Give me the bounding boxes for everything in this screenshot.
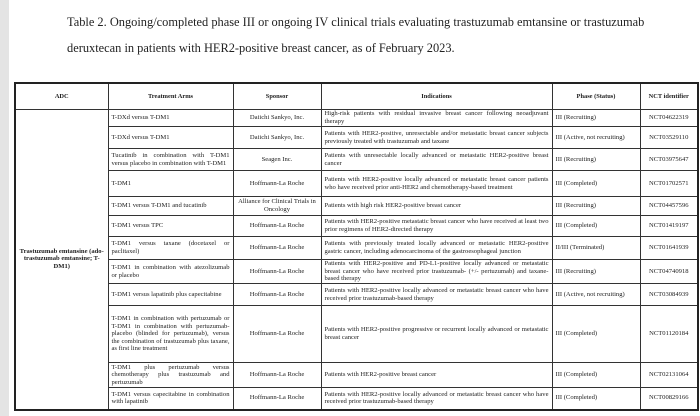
phase-cell: III (Active, not recruiting) bbox=[552, 127, 640, 149]
phase-cell: III (Completed) bbox=[552, 216, 640, 237]
table-row bbox=[15, 149, 698, 171]
indications-cell: Patients with HER2-positive locally advanced or metastatic breast cancer patients who have received prior anti-HER2 and chemotherapy-based treatment bbox=[321, 171, 552, 197]
nct-cell: NCT03529110 bbox=[640, 127, 698, 149]
indications-cell: Patients with HER2-positive breast cancer bbox=[321, 363, 552, 388]
indications-cell: Patients with unresectable locally advanced or metastatic HER2-positive breast cancer bbox=[321, 149, 552, 171]
phase-cell: III (Completed) bbox=[552, 388, 640, 410]
header-adc: ADC bbox=[15, 83, 108, 110]
table-row bbox=[15, 197, 698, 216]
phase-cell: III (Active, not recruiting) bbox=[552, 284, 640, 306]
indications-cell: Patients with previously treated locally advanced or metastatic HER2-positive gastric cancer, including adenocarcinoma of the gastroesophageal junction bbox=[321, 237, 552, 260]
sponsor-cell: Alliance for Clinical Trials in Oncology bbox=[233, 197, 321, 216]
sponsor-cell: Hoffmann-La Roche bbox=[233, 363, 321, 388]
treatment-arms-cell: T-DM1 versus lapatinib plus capecitabine bbox=[108, 284, 233, 306]
sponsor-cell: Seagen Inc. bbox=[233, 149, 321, 171]
phase-cell: III (Completed) bbox=[552, 363, 640, 388]
table-caption: Table 2. Ongoing/completed phase III or ongoing IV clinical trials evaluating trastuzumab emtansine or trastuzumab deruxtecan in patients with HER2-positive breast cancer, as of February 2023. bbox=[67, 15, 645, 55]
nct-cell: NCT03084939 bbox=[640, 284, 698, 306]
nct-cell: NCT01641939 bbox=[640, 237, 698, 260]
phase-cell: III (Recruiting) bbox=[552, 110, 640, 127]
sponsor-cell: Hoffmann-La Roche bbox=[233, 216, 321, 237]
nct-cell: NCT02131064 bbox=[640, 363, 698, 388]
nct-cell: NCT01120184 bbox=[640, 306, 698, 363]
sponsor-cell: Hoffmann-La Roche bbox=[233, 306, 321, 363]
sponsor-cell: Hoffmann-La Roche bbox=[233, 260, 321, 284]
sponsor-cell: Daiichi Sankyo, Inc. bbox=[233, 110, 321, 127]
treatment-arms-cell: T-DXd versus T-DM1 bbox=[108, 110, 233, 127]
phase-cell: II/III (Terminated) bbox=[552, 237, 640, 260]
sponsor-cell: Daiichi Sankyo, Inc. bbox=[233, 127, 321, 149]
nct-cell: NCT00829166 bbox=[640, 388, 698, 410]
phase-cell: III (Completed) bbox=[552, 306, 640, 363]
indications-cell: Patients with HER2-positive and PD-L1-positive locally advanced or metastatic breast cancer who have received prior trastuzumab- (+/- pertuzumab) and taxane-based therapy bbox=[321, 260, 552, 284]
treatment-arms-cell: T-DM1 versus T-DM1 and tucatinib bbox=[108, 197, 233, 216]
indications-cell: Patients with HER2-positive locally advanced or metastatic breast cancer who have received prior trastuzumab-based therapy bbox=[321, 284, 552, 306]
table-row bbox=[15, 260, 698, 284]
indications-cell: High-risk patients with residual invasive breast cancer following neoadjuvant therapy bbox=[321, 110, 552, 127]
treatment-arms-cell: T-DM1 versus capecitabine in combination with lapatinib bbox=[108, 388, 233, 410]
header-phase: Phase (Status) bbox=[552, 83, 640, 110]
phase-cell: III (Recruiting) bbox=[552, 197, 640, 216]
treatment-arms-cell: T-DM1 versus TPC bbox=[108, 216, 233, 237]
table-row bbox=[15, 284, 698, 306]
nct-cell: NCT04740918 bbox=[640, 260, 698, 284]
treatment-arms-cell: T-DXd versus T-DM1 bbox=[108, 127, 233, 149]
phase-cell: III (Recruiting) bbox=[552, 260, 640, 284]
indications-cell: Patients with HER2-positive metastatic breast cancer who have received at least two prior regimens of HER2-directed therapy bbox=[321, 216, 552, 237]
adc-cell: Trastuzumab emtansine (ado-trastuzumab emtansine; T-DM1) bbox=[15, 110, 108, 410]
header-sponsor: Sponsor bbox=[233, 83, 321, 110]
nct-cell: NCT04457596 bbox=[640, 197, 698, 216]
treatment-arms-cell: Tucatinib in combination with T-DM1 versus placebo in combination with T-DM1 bbox=[108, 149, 233, 171]
sponsor-cell: Hoffmann-La Roche bbox=[233, 284, 321, 306]
header-nct: NCT identifier bbox=[640, 83, 698, 110]
nct-cell: NCT04622319 bbox=[640, 110, 698, 127]
header-row bbox=[15, 83, 698, 110]
clinical-trials-table bbox=[14, 82, 699, 411]
treatment-arms-cell: T-DM1 versus taxane (docetaxel or paclitaxel) bbox=[108, 237, 233, 260]
sponsor-cell: Hoffmann-La Roche bbox=[233, 171, 321, 197]
table-row bbox=[15, 171, 698, 197]
treatment-arms-cell: T-DM1 bbox=[108, 171, 233, 197]
sponsor-cell: Hoffmann-La Roche bbox=[233, 237, 321, 260]
table-row bbox=[15, 127, 698, 149]
nct-cell: NCT01702571 bbox=[640, 171, 698, 197]
table-row bbox=[15, 216, 698, 237]
indications-cell: Patients with HER2-positive locally advanced or metastatic breast cancer who have received prior trastuzumab-based therapy bbox=[321, 388, 552, 410]
phase-cell: III (Recruiting) bbox=[552, 149, 640, 171]
treatment-arms-cell: T-DM1 in combination with pertuzumab or T-DM1 in combination with pertuzumab-placebo (blinded for pertuzumab), versus the combination of trastuzumab plus taxane, as first line treatment bbox=[108, 306, 233, 363]
table-row bbox=[15, 363, 698, 388]
table-row bbox=[15, 237, 698, 260]
table-row bbox=[15, 306, 698, 363]
sponsor-cell: Hoffmann-La Roche bbox=[233, 388, 321, 410]
treatment-arms-cell: T-DM1 in combination with atezolizumab or placebo bbox=[108, 260, 233, 284]
treatment-arms-cell: T-DM1 plus pertuzumab versus chemotherapy plus trastuzumab and pertuzumab bbox=[108, 363, 233, 388]
indications-cell: Patients with high risk HER2-positive breast cancer bbox=[321, 197, 552, 216]
header-treatment-arms: Treatment Arms bbox=[108, 83, 233, 110]
indications-cell: Patients with HER2-positive progressive or recurrent locally advanced or metastatic breast cancer bbox=[321, 306, 552, 363]
indications-cell: Patients with HER2-positive, unresectable and/or metastatic breast cancer subjects previously treated with trastuzumab and taxane bbox=[321, 127, 552, 149]
page-margin bbox=[0, 0, 9, 416]
table-row bbox=[15, 388, 698, 410]
table-row bbox=[15, 110, 698, 127]
nct-cell: NCT01419197 bbox=[640, 216, 698, 237]
phase-cell: III (Completed) bbox=[552, 171, 640, 197]
nct-cell: NCT03975647 bbox=[640, 149, 698, 171]
header-indications: Indications bbox=[321, 83, 552, 110]
